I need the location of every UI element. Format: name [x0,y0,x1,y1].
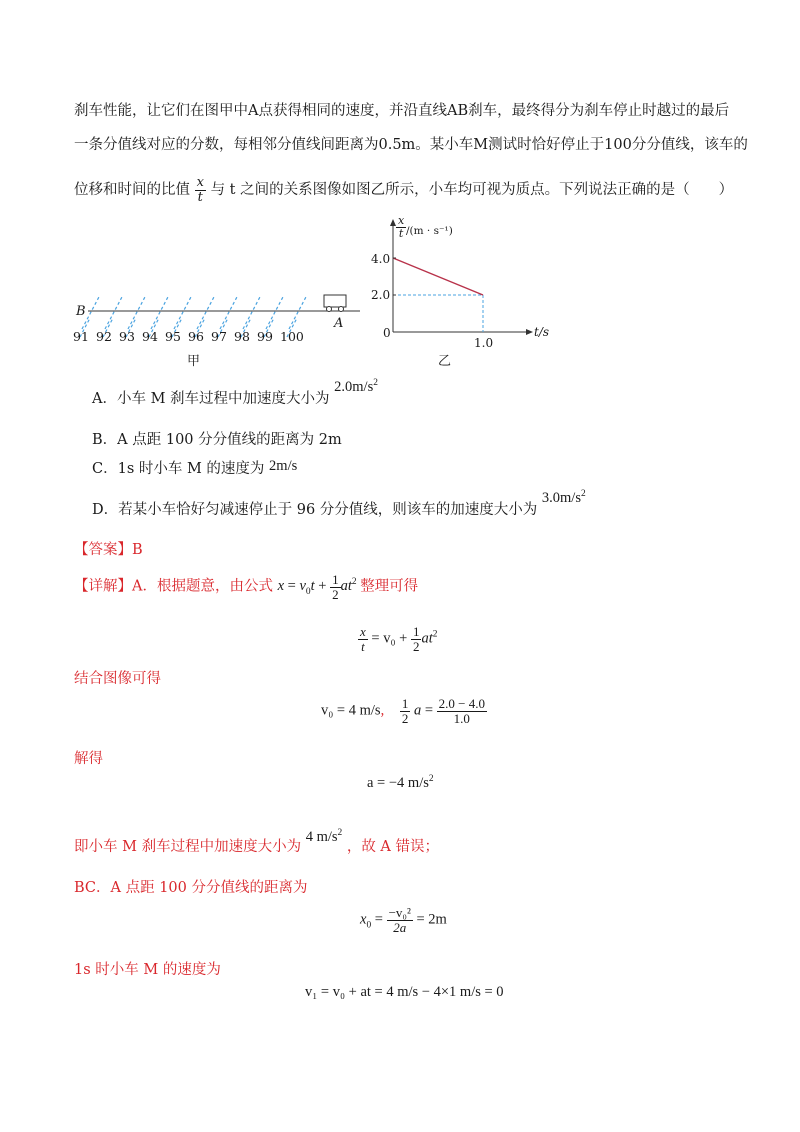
answer-label: 【答案】 [74,542,132,558]
option-A-value: $2.0m/s^2$ [334,378,378,395]
answer-line [74,538,143,559]
tick-97: 97 [211,329,227,344]
label-B: B [76,304,86,319]
option-D-text: D．若某小车恰好匀减速停止于 96 分分值线，则该车的加速度大小为 [92,502,538,518]
tick-99: 99 [257,329,273,344]
equation-3: a = −4 $m/s^2$ [367,774,434,791]
question-line-2: 一条分值线对应的分数，每相邻分值线间距离为0.5m。某小车M测试时恰好停止于100分分值线，该车的 [74,137,748,153]
detail-label: 【详解】 [74,578,132,595]
option-C-value: 2m/s [269,458,298,474]
option-B: B．A 点距 100 分分值线的距离为 2m [92,432,342,448]
option-A-text: A．小车 M 刹车过程中加速度大小为 [92,391,330,407]
y-tick-4: 4.0 [371,252,391,266]
detail-line-6: 1s 时小车 M 的速度为 [74,962,221,978]
option-C [92,457,297,478]
option-D-value: $3.0m/s^2$ [541,489,586,506]
question-line-3-pre: 位移和时间的比值 [74,182,190,199]
option-A [92,378,378,408]
detail-p4b: ，故 A 错误； [346,839,440,855]
tick-98: 98 [234,329,250,344]
tick-96: 96 [188,329,204,344]
series-line [393,258,483,295]
y-tick-2: 2.0 [371,288,391,302]
x-axis-label: t/s [534,325,550,339]
caption-yi: 乙 [438,354,452,369]
equation-1: $\frac{x}{t}$ = v₀ + $\frac{1}{2}$ $at^2$ [360,624,438,654]
detail-p1a: A．根据题意，由公式 [132,578,273,595]
tick-100: 100 [280,329,304,344]
origin-label: 0 [383,326,391,340]
label-A: A [334,316,344,331]
option-D [92,489,586,519]
figure-jia [70,285,360,365]
option-C-text: C．1s 时小车 M 的速度为 [92,461,265,477]
question-line-1: 刹车性能，让它们在图甲中A点获得相同的速度，并沿直线AB刹车，最终得分为刹车停止时越过的最后 [74,103,730,119]
detail-line-1 [74,573,418,601]
y-axis-unit: /(m · s⁻¹) [406,225,453,237]
caption-jia: 甲 [187,354,201,369]
tick-94: 94 [142,329,158,344]
detail-p1b: 整理可得 [360,578,419,595]
question-line-3 [74,176,733,204]
answer-value: B [132,542,143,558]
question-line-3-post: 与 t 之间的关系图像如图乙所示，小车均可视为质点。下列说法正确的是（ ） [210,182,734,199]
ratio-fraction: $\frac{x}{t}$ [196,175,204,205]
detail-line-5: BC．A 点距 100 分分值线的距离为 [74,880,308,896]
x-tick-1: 1.0 [474,336,494,350]
y-axis-fraction: $\frac{x}{t}$ [398,214,405,240]
cart-icon [324,295,346,312]
formula-displacement: $x = v_0t$ + $\frac{1}{2}$ $at^2$ [277,572,357,602]
detail-line-2: 结合图像可得 [74,671,161,687]
detail-p4a: 即小车 M 刹车过程中加速度大小为 [74,839,302,855]
equation-4: $x_0$ = $\frac{\text{−v₀²}}{2a}$ = 2m [360,905,447,935]
detail-line-3: 解得 [74,751,103,767]
tick-93: 93 [119,329,135,344]
equation-2: v₀ = 4 m/s, $\frac{1}{2}$ a = $\frac{2.0 - 4.0}{1.0}$ [321,696,485,726]
tick-95: 95 [165,329,181,344]
detail-p4-value: 4 $m/s^2$ [305,828,343,845]
detail-line-4 [74,828,440,856]
score-ticks [73,329,310,344]
tick-91: 91 [73,329,89,344]
equation-5: v₁ = v₀ + at = 4 m/s − 4×1 m/s = 0 [305,984,504,1000]
tick-92: 92 [96,329,112,344]
